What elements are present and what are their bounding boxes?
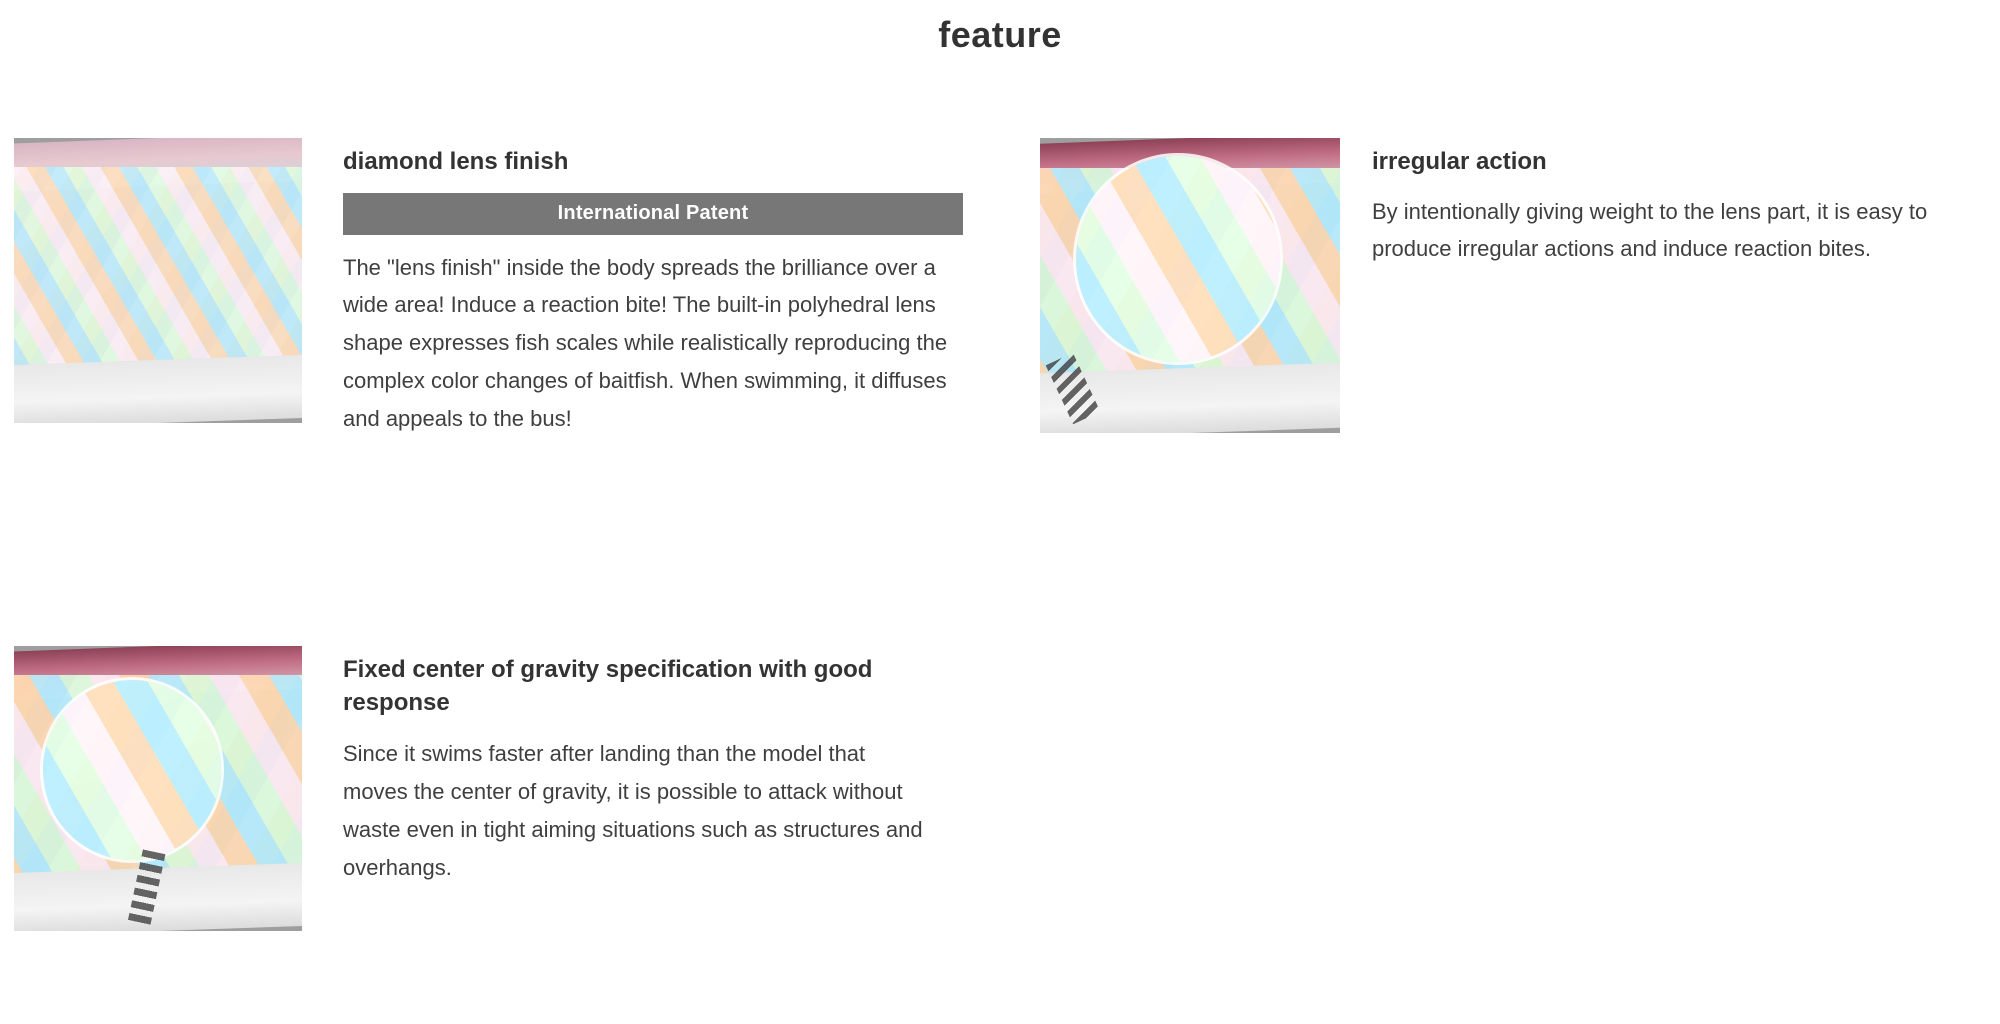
feature-body: Since it swims faster after landing than the model that moves the center of gravity, it is possible to attack without waste even in tight aiming situations such as structures and overhangs. xyxy=(343,741,923,880)
page-header xyxy=(0,0,2000,56)
feature-item-diamond-lens-finish xyxy=(14,138,974,438)
feature-item-irregular-action xyxy=(1040,138,1980,433)
magnifier-icon xyxy=(43,680,222,860)
feature-text-irregular-action xyxy=(1372,138,1980,268)
page-title: feature xyxy=(938,14,1062,55)
feature-image-irregular-action xyxy=(1040,138,1340,433)
magnifier-icon xyxy=(1076,156,1280,363)
lens-artwork-icon xyxy=(14,138,302,423)
feature-title: diamond lens finish xyxy=(343,148,569,175)
status-badge: International Patent xyxy=(343,193,963,235)
feature-title: Fixed center of gravity specification with good response xyxy=(343,656,873,716)
feature-image-fixed-center-of-gravity xyxy=(14,646,302,931)
feature-body: By intentionally giving weight to the lens part, it is easy to produce irregular actions and induce reaction bites. xyxy=(1372,198,1928,262)
feature-image-diamond-lens-finish xyxy=(14,138,302,423)
feature-title: irregular action xyxy=(1372,148,1547,175)
lens-artwork-icon xyxy=(14,646,302,931)
feature-item-fixed-center-of-gravity xyxy=(14,646,974,931)
feature-text-fixed-center-of-gravity xyxy=(343,646,974,887)
feature-text-diamond-lens-finish xyxy=(343,138,974,438)
feature-body: The "lens finish" inside the body spreads the brilliance over a wide area! Induce a reaction bite! The built-in polyhedral lens shape expresses fish scales while realistically reproducing the complex color changes of baitfish. When swimming, it diffuses and appeals to the bus! xyxy=(343,254,948,431)
lens-artwork-icon xyxy=(1040,138,1340,433)
